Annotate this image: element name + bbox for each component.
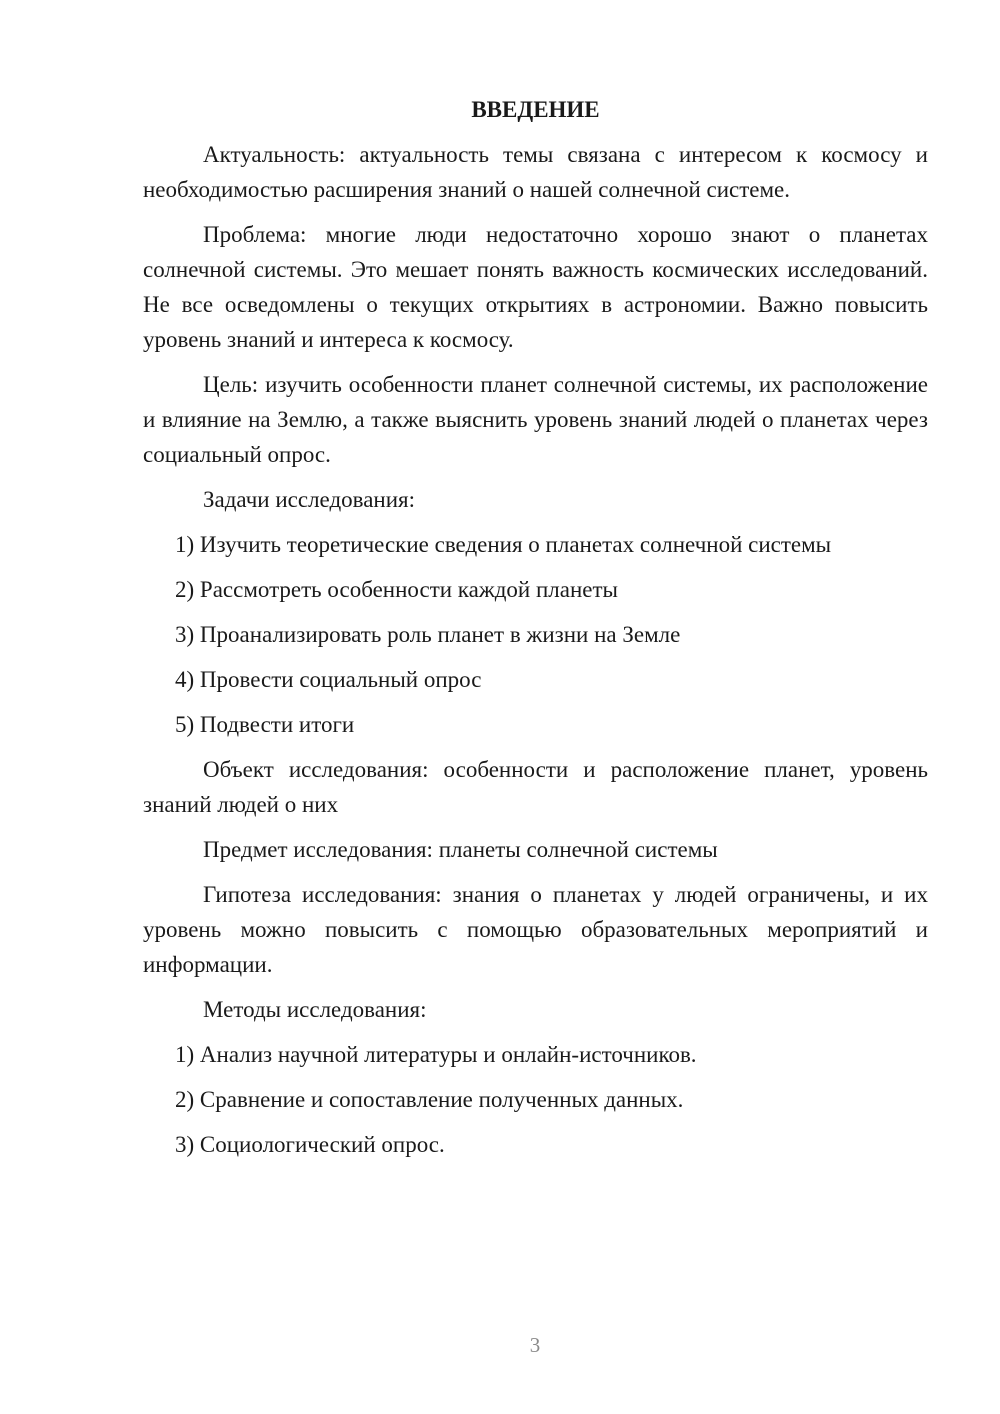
task-item: 4) Провести социальный опрос <box>175 667 482 692</box>
task-item: 3) Проанализировать роль планет в жизни на Земле <box>175 622 681 647</box>
method-item: 3) Социологический опрос. <box>175 1132 445 1157</box>
document-body <box>143 92 928 1172</box>
page-number: 3 <box>529 1333 541 1357</box>
task-item: 1) Изучить теоретические сведения о планетах солнечной системы <box>175 532 832 557</box>
tasks-label: Задачи исследования: <box>203 487 416 512</box>
section-heading: ВВЕДЕНИЕ <box>471 97 600 122</box>
problem-paragraph: Проблема: многие люди недостаточно хорошо знают о планетах солнечной системы. Это мешает понять важность космических исследований. Не все осведомлены о текущих открытиях в астрономии. Важно повысить уровень знаний и интереса к космосу. <box>143 222 928 352</box>
methods-label: Методы исследования: <box>203 997 427 1022</box>
goal-paragraph: Цель: изучить особенности планет солнечной системы, их расположение и влияние на Землю, а также выяснить уровень знаний людей о планетах через социальный опрос. <box>143 372 928 467</box>
hypothesis-paragraph: Гипотеза исследования: знания о планетах у людей ограничены, и их уровень можно повысить с помощью образовательных мероприятий и информации. <box>143 882 928 977</box>
task-item: 5) Подвести итоги <box>175 712 355 737</box>
relevance-paragraph: Актуальность: актуальность темы связана с интересом к космосу и необходимостью расширения знаний о нашей солнечной системе. <box>143 142 928 202</box>
method-item: 2) Сравнение и сопоставление полученных данных. <box>175 1087 684 1112</box>
task-item: 2) Рассмотреть особенности каждой планеты <box>175 577 619 602</box>
method-item: 1) Анализ научной литературы и онлайн-источников. <box>175 1042 697 1067</box>
subject-paragraph: Предмет исследования: планеты солнечной системы <box>203 837 718 862</box>
object-paragraph: Объект исследования: особенности и расположение планет, уровень знаний людей о них <box>143 757 928 817</box>
